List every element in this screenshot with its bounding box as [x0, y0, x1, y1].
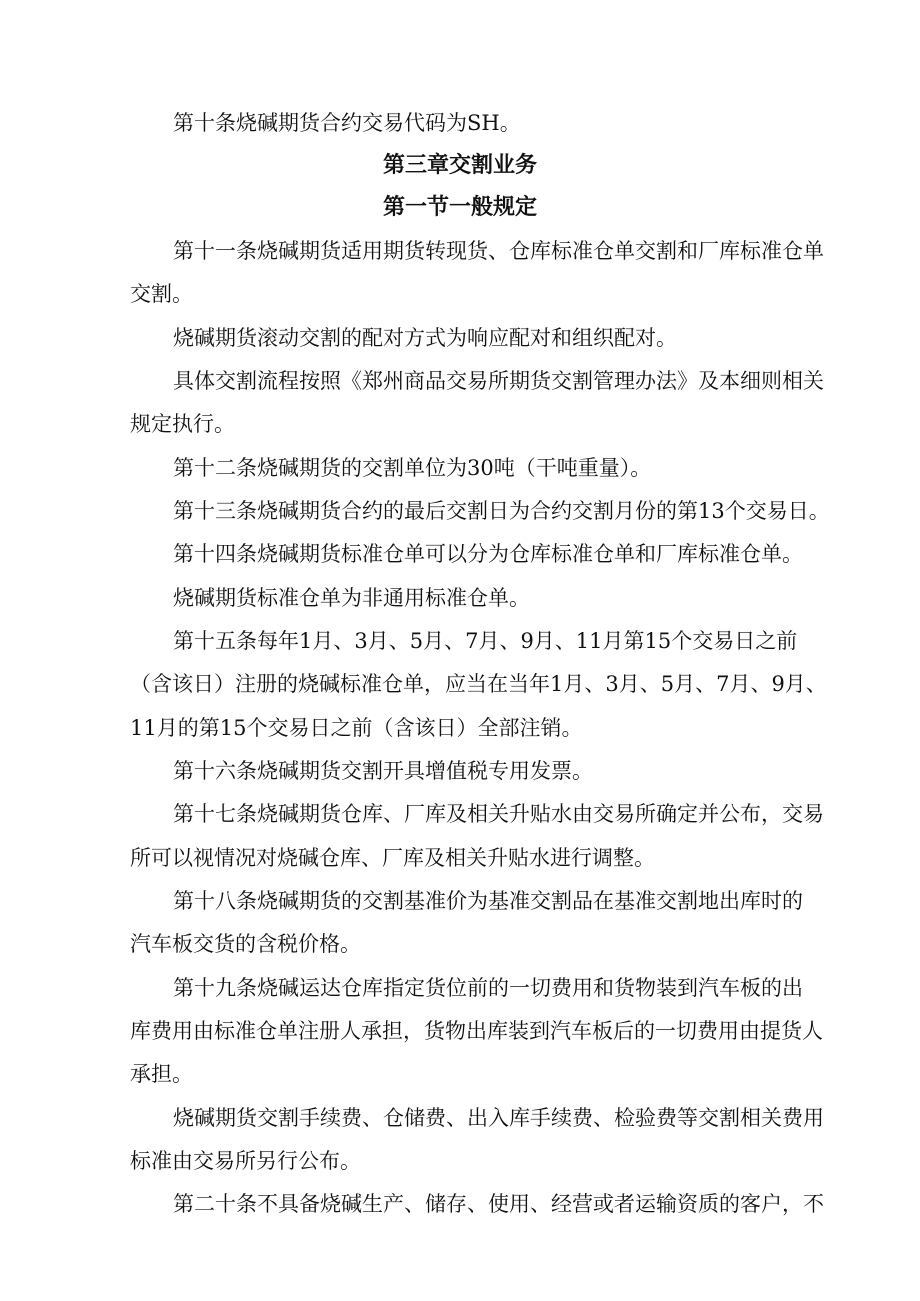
article-16-text: 第十六条烧碱期货交割开具增值税专用发票。 — [173, 759, 593, 783]
article-12-text: 第十二条烧碱期货的交割单位为30吨（干吨重量）。 — [173, 456, 652, 480]
fees-line-2: 标准由交易所另行公布。 — [130, 1149, 361, 1173]
article-18-line-1: 第十八条烧碱期货的交割基准价为基准交割品在基准交割地出库时的 — [173, 889, 803, 913]
fees-line-1: 烧碱期货交割手续费、仓储费、出入库手续费、检验费等交割相关费用 — [173, 1106, 824, 1130]
article-17-line-1: 第十七条烧碱期货仓库、厂库及相关升贴水由交易所确定并公布，交易 — [173, 802, 824, 826]
article-10-text: 第十条烧碱期货合约交易代码为SH。 — [173, 111, 521, 135]
section-title: 第一节一般规定 — [382, 195, 537, 220]
delivery-process-line-1: 具体交割流程按照《郑州商品交易所期货交割管理办法》及本细则相关 — [173, 369, 824, 393]
article-14-text: 第十四条烧碱期货标准仓单可以分为仓库标准仓单和厂库标准仓单。 — [173, 542, 803, 566]
article-18-line-2: 汽车板交货的含税价格。 — [130, 932, 361, 956]
non-general-receipt-text: 烧碱期货标准仓单为非通用标准仓单。 — [173, 586, 530, 610]
article-20-line-1: 第二十条不具备烧碱生产、储存、使用、经营或者运输资质的客户，不 — [173, 1192, 824, 1216]
article-17-line-2: 所可以视情况对烧碱仓库、厂库及相关升贴水进行调整。 — [130, 846, 655, 870]
article-19-line-1: 第十九条烧碱运达仓库指定货位前的一切费用和货物装到汽车板的出 — [173, 976, 803, 1000]
article-15-line-1: 第十五条每年1月、3月、5月、7月、9月、11月第15个交易日之前 — [173, 629, 798, 653]
article-19-line-2: 库费用由标准仓单注册人承担，货物出库装到汽车板后的一切费用由提货人 — [130, 1019, 823, 1043]
article-19-line-3: 承担。 — [130, 1062, 193, 1086]
article-11-line-2: 交割。 — [130, 282, 193, 306]
rolling-delivery-text: 烧碱期货滚动交割的配对方式为响应配对和组织配对。 — [173, 326, 677, 350]
article-11-line-1: 第十一条烧碱期货适用期货转现货、仓库标准仓单交割和厂库标准仓单 — [173, 239, 824, 263]
article-15-line-3: 11月的第15个交易日之前（含该日）全部注销。 — [130, 716, 583, 740]
article-13-text: 第十三条烧碱期货合约的最后交割日为合约交割月份的第13个交易日。 — [173, 499, 830, 523]
chapter-title: 第三章交割业务 — [382, 153, 537, 178]
delivery-process-line-2: 规定执行。 — [130, 412, 235, 436]
article-15-line-2: （含该日）注册的烧碱标准仓单，应当在当年1月、3月、5月、7月、9月、 — [130, 672, 827, 696]
